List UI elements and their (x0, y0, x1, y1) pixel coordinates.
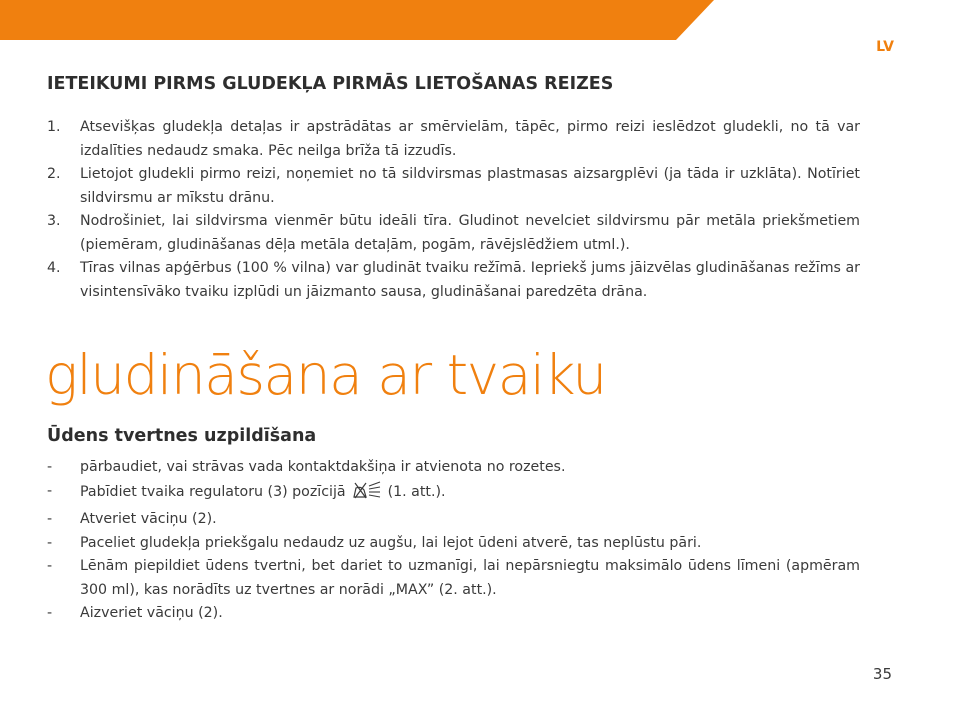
bullet-dash: - (47, 459, 53, 475)
page-title: gludināšana ar tvaiku (45, 343, 606, 407)
list-item (47, 456, 860, 480)
header-banner (0, 0, 954, 40)
list-item (47, 480, 860, 509)
bullet-dash: - (47, 534, 53, 551)
item-text: Aizveriet vāciņu (2). (80, 605, 223, 621)
section-title-first-use: IETEIKUMI PIRMS GLUDEKĻA PIRMĀS LIETOŠANAS REIZES (47, 74, 614, 94)
steam-off-icon (352, 480, 382, 509)
bullet-dash: - (47, 558, 53, 574)
item-text: Paceliet gludekļa priekšgalu nedaudz uz augšu, lai lejot ūdeni atverē, tas neplūstu pāri. (80, 534, 702, 551)
item-number: 4. (47, 260, 61, 276)
item-text: pārbaudiet, vai strāvas vada kontaktdakšiņa ir atvienota no rozetes. (80, 459, 566, 475)
list-item (47, 508, 860, 532)
list-item (47, 532, 860, 556)
item-text: Atveriet vāciņu (2). (80, 511, 217, 527)
item-number: 1. (47, 119, 61, 135)
item-text: Atsevišķas gludekļa detaļas ir apstrādātas ar smērvielām, tāpēc, pirmo reizi ieslēdzot gludekli, no tā var izdalīties nedaudz smaka. Pēc neilga brīža tā izzudīs. (80, 119, 860, 159)
item-text: Nodrošiniet, lai sildvirsma vienmēr būtu ideāli tīra. Gludinot nevelciet sildvirsmu pār metāla priekšmetiem (piemēram, gludināšanas dēļa metāla detaļām, pogām, rāvējslēdžiem utml.). (80, 213, 860, 253)
list-item (47, 210, 860, 257)
list-item (47, 602, 860, 626)
item-text: Lēnām piepildiet ūdens tvertni, bet dariet to uzmanīgi, lai nepārsniegtu maksimālo ūdens līmeni (apmēram 300 ml), kas norādīts uz tvertnes ar norādi „MAX” (2. att.). (80, 558, 860, 598)
first-use-list (47, 116, 860, 304)
item-text-post: (1. att.). (387, 483, 446, 500)
item-text: Tīras vilnas apģērbus (100 % vilna) var gludināt tvaiku režīmā. Iepriekš jums jāizvēlas gludināšanas režīms ar visintensīvāko tvaiku izplūdi un jāizmanto sausa, gludināšanai paredzēta drāna. (80, 260, 860, 300)
item-text-pre: Pabīdiet tvaika regulatoru (3) pozīcijā (80, 483, 346, 500)
water-tank-list (47, 456, 860, 626)
language-code: LV (876, 39, 894, 55)
bullet-dash: - (47, 482, 53, 499)
list-item (47, 257, 860, 304)
section-title-water-tank: Ūdens tvertnes uzpildīšana (47, 426, 317, 446)
item-text: Lietojot gludekli pirmo reizi, noņemiet no tā sildvirsmas plastmasas aizsargplēvi (ja tāda ir uzklāta). Notīriet sildvirsmu ar mīkstu drānu. (80, 166, 860, 206)
list-item (47, 116, 860, 163)
bullet-dash: - (47, 605, 53, 621)
list-item (47, 555, 860, 602)
page-number: 35 (872, 665, 892, 683)
item-number: 3. (47, 213, 61, 229)
bullet-dash: - (47, 511, 53, 527)
item-number: 2. (47, 166, 61, 182)
list-item (47, 163, 860, 210)
